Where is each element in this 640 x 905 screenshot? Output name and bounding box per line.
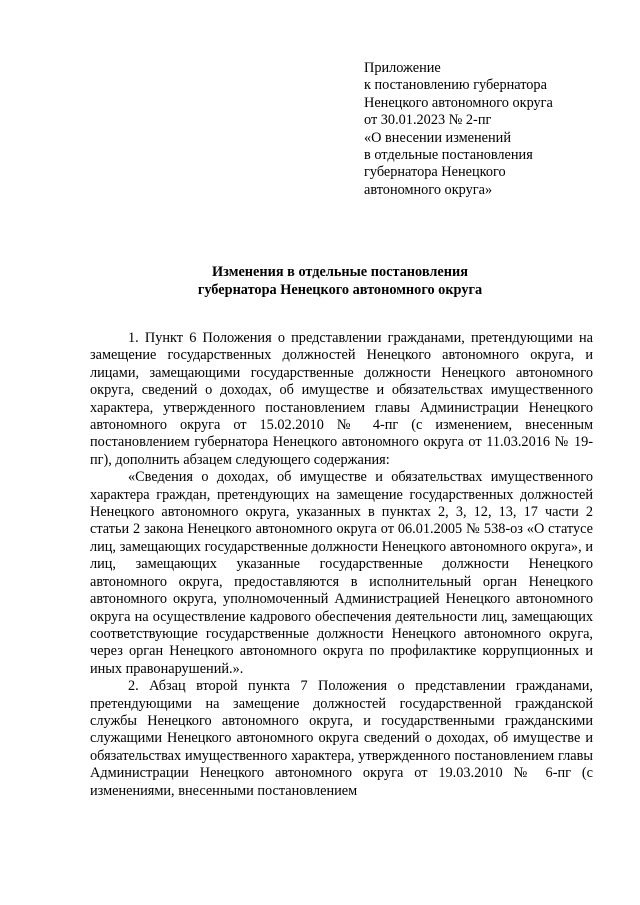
appendix-line: в отдельные постановления — [364, 147, 533, 164]
appendix-line: «О внесении изменений — [364, 129, 511, 146]
appendix-line: губернатора Ненецкого — [364, 164, 506, 181]
appendix-line: автономного округа» — [364, 181, 493, 198]
title-line-2: губернатора Ненецкого автономного округа — [197, 281, 483, 298]
title-line-1: Изменения в отдельные постановления — [212, 264, 468, 280]
document-body — [90, 330, 593, 800]
paragraph-3: 2. Абзац второй пункта 7 Положения о представлении гражданами, претендующими на замещение должностей государственной гражданской службы Ненецкого автономного округа, и государственными гражданскими служащими Ненецкого автономного округа сведений о доходах, об имуществе и обязательствах имущественного характера, утвержденного постановлением главы Администрации Ненецкого автономного округа от 19.03.2010 № 6-пг (с изменениями, внесенными постановлением — [90, 678, 593, 799]
paragraph-2-quote: «Сведения о доходах, об имуществе и обязательствах имущественного характера граждан, претендующих на замещение государственных должностей Ненецкого автономного округа, указанных в пунктах 2, 3, 12, 13, 17 части 2 статьи 2 закона Ненецкого автономного округа от 06.01.2005 № 538-оз «О статусе лиц, замещающих государственные должности Ненецкого автономного округа», и лиц, замещающих указанные государственные должности Ненецкого автономного округа, предоставляются в исполнительный орган Ненецкого автономного округа, уполномоченный Администрацией Ненецкого автономного округа на осуществление кадрового обеспечения деятельности лиц, замещающих соответствующие государственные должности Ненецкого автономного округа, через орган Ненецкого автономного округа по профилактике коррупционных и иных правонарушений.». — [90, 469, 593, 677]
document-title — [60, 264, 620, 299]
appendix-line: от 30.01.2023 № 2-пг — [364, 112, 492, 129]
appendix-line: Ненецкого автономного округа — [364, 94, 553, 111]
appendix-line: Приложение — [364, 60, 441, 76]
paragraph-1: 1. Пункт 6 Положения о представлении гражданами, претендующими на замещение государственных должностей Ненецкого автономного округа, и лицами, замещающими государственные должности Ненецкого автономного округа, сведений о доходах, об имуществе и обязательствах имущественного характера, утвержденного постановлением главы Администрации Ненецкого автономного округа от 15.02.2010 № 4-пг (с изменением, внесенным постановлением губернатора Ненецкого автономного округа от 11.03.2016 № 19-пг), дополнить абзацем следующего содержания: — [90, 330, 593, 468]
appendix-block — [364, 60, 624, 199]
appendix-line: к постановлению губернатора — [364, 77, 547, 94]
